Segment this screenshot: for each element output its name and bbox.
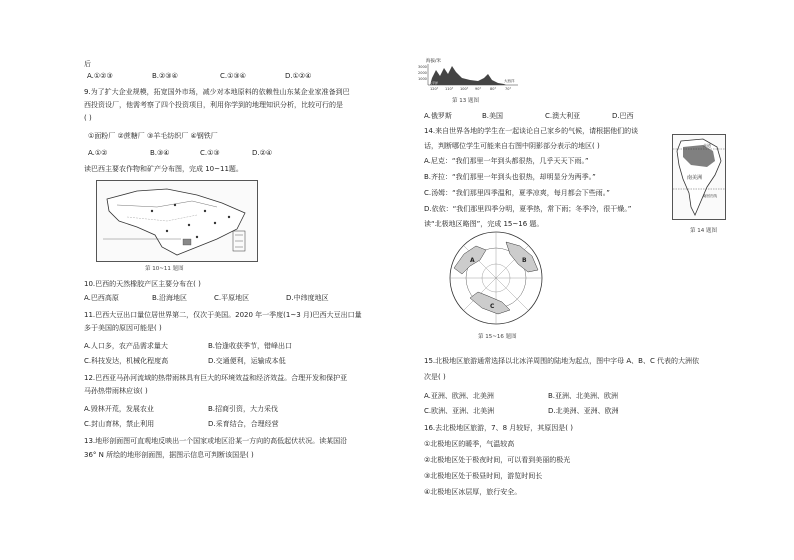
terrain-profile-figure xyxy=(418,56,522,92)
south-america-svg xyxy=(673,135,725,219)
q16-stem: 16.去北极地区旅游，7、8 月较好，其原因是( ) xyxy=(424,424,573,432)
brazil-map-svg xyxy=(97,181,257,261)
q9-option-a: A.①② xyxy=(88,149,108,157)
profile-x-tick: 80° xyxy=(490,87,497,91)
profile-y-label: 海拔/米 xyxy=(426,59,442,64)
q10-stem: 10.巴西的天然橡胶产区主要分布在( ) xyxy=(84,280,201,288)
q10-option-c: C.平原地区 xyxy=(214,294,250,302)
profile-x-tick: 100° xyxy=(460,87,469,91)
q9-option-b: B.③④ xyxy=(150,149,170,157)
q11-option-d: D.交通便利，运输成本低 xyxy=(208,357,286,365)
q12-stem-line2: 马孙热带雨林应该( ) xyxy=(84,387,148,395)
q14-stem-line1: 14.来自世界各地的学生在一起谈论自己家乡的气候，请根据他们的谈 xyxy=(424,127,639,135)
q13-option-d: D.巴西 xyxy=(612,112,634,120)
tropic-label: 南回归线 xyxy=(703,194,717,198)
read-instruction-15-16: 读“北极地区略图”，完成 15~16 题。 xyxy=(424,220,544,228)
q16-item-4: ④北极地区冰层厚，旅行安全。 xyxy=(424,488,522,496)
south-america-figure xyxy=(672,134,726,220)
q11-stem-line1: 11.巴西大豆出口量位居世界第二，仅次于美国。2020 年一季度(1~3 月)巴西大豆出口量 xyxy=(84,311,362,319)
terrain-profile-shape xyxy=(430,66,506,85)
profile-x-tick: 90° xyxy=(475,87,482,91)
equator-label: 赤道 xyxy=(703,143,711,148)
figure-caption-10-11: 第 10~11 题图 xyxy=(145,266,184,272)
q11-stem-line2: 多于美国的原因可能是( ) xyxy=(84,324,162,332)
q16-item-1: ①北极地区的暖季，气温较高 xyxy=(424,440,515,448)
q13-option-a: A.俄罗斯 xyxy=(424,112,452,120)
profile-y-tick: 1000 xyxy=(418,77,427,81)
profile-x-tick: 70° xyxy=(505,87,512,91)
profile-x-tick: 120° xyxy=(430,87,439,91)
q14-stem-line2: 话，判断哪位学生可能来自右图中阴影部分表示的地区( ) xyxy=(424,142,600,150)
q12-option-c: C.封山育林，禁止利用 xyxy=(84,420,155,428)
profile-left-ocean: 太平洋 xyxy=(429,81,439,85)
q8-option-c: C.①③④ xyxy=(220,72,246,80)
q15-option-d: D.北美洲、亚洲、欧洲 xyxy=(548,407,619,415)
q13-stem-line2: 36° N 所绘的地形剖面图，据图示信息可判断该国是( ) xyxy=(84,451,254,459)
q9-items: ①面粉厂 ②蔗糖厂 ③羊毛纺织厂 ④钢铁厂 xyxy=(88,132,218,140)
arctic-map-svg xyxy=(440,228,552,328)
q15-option-a: A.亚洲、欧洲、北美洲 xyxy=(424,392,494,400)
brazil-map-figure xyxy=(96,180,258,262)
q12-option-d: D.采育结合，合理经营 xyxy=(208,420,279,428)
continent-letter-a: A xyxy=(470,257,475,264)
figure-caption-15-16: 第 15~16 题图 xyxy=(478,334,517,340)
q15-stem-line2: 次是( ) xyxy=(424,373,446,381)
brazil-outline xyxy=(107,189,245,255)
q9-stem-line1: 9.为了扩大企业规模，拓宽国外市场，减少对本地原料的依赖性山东某企业家准备到巴 xyxy=(84,88,350,96)
q10-option-b: B.沿海地区 xyxy=(152,294,188,302)
figure-caption-14: 第 14 题图 xyxy=(690,228,717,234)
q9-option-c: C.①③ xyxy=(200,149,220,157)
profile-right-ocean: 大西洋 xyxy=(504,79,515,83)
profile-x-tick: 110° xyxy=(445,87,454,91)
q11-option-b: B.恰逢收获季节，错峰出口 xyxy=(208,342,293,350)
q8-option-d: D.①②④ xyxy=(285,72,312,80)
q9-answer-blank: ( ) xyxy=(84,114,92,122)
q11-option-a: A.人口多，农产品需求量大 xyxy=(84,342,168,350)
continent-letter-c: C xyxy=(490,303,495,310)
read-instruction-10-11: 读巴西主要农作物和矿产分布图，完成 10~11题。 xyxy=(84,165,243,173)
q12-stem-line1: 12.巴西亚马孙河流域的热带雨林具有巨大的环境效益和经济效益。合理开发和保护亚 xyxy=(84,374,348,382)
q13-option-c: C.澳大利亚 xyxy=(545,112,581,120)
q12-option-a: A.毁林开荒，发展农业 xyxy=(84,405,154,413)
q13-option-b: B.美国 xyxy=(482,112,504,120)
continuation-text: 后 xyxy=(84,60,91,68)
q14-option-c: C.汤姆：“我们那里四季温和，夏季凉爽，每月都会下些雨。” xyxy=(424,189,610,197)
q12-option-b: B.招商引资，大力采伐 xyxy=(208,405,279,413)
q13-stem-line1: 13.地形剖面图可直观地反映出一个国家或地区沿某一方向的高低起伏状况。读某国沿 xyxy=(84,437,348,445)
profile-y-tick: 2000 xyxy=(418,71,427,75)
arctic-map-figure xyxy=(440,228,552,328)
q16-item-3: ③北极地区处于极昼时间，游览时间长 xyxy=(424,472,543,480)
q8-option-b: B.②③④ xyxy=(152,72,178,80)
q15-option-c: C.欧洲、亚洲、北美洲 xyxy=(424,407,495,415)
continent-letter-b: B xyxy=(522,257,527,264)
q10-option-a: A.巴西高原 xyxy=(84,294,119,302)
q14-option-b: B.齐拉：“我们那里一年到头也很热，却明显分为两季。” xyxy=(424,173,596,181)
q10-option-d: D.中纬度地区 xyxy=(286,294,329,302)
q9-stem-line2: 西投资设厂，他需考察了四个投资项目，利用你学到的地理知识分析，比较可行的是 xyxy=(84,101,343,109)
figure-caption-13: 第 13 题图 xyxy=(452,98,479,104)
q14-option-a: A.尼克：“我们那里一年到头都很热，几乎天天下雨。” xyxy=(424,157,589,165)
q9-option-d: D.②④ xyxy=(252,149,273,157)
q14-option-d: D.依依：“我们那里四季分明，夏季热，常下雨；冬季冷，很干燥。” xyxy=(424,205,632,213)
q15-stem-line1: 15.北极地区旅游通常选择以北冰洋周围的陆地为起点，图中字母 A、B、C 代表的大洲依 xyxy=(424,357,700,365)
continent-label: 南美洲 xyxy=(687,175,703,181)
q11-option-c: C.科技发达，机械化程度高 xyxy=(84,357,169,365)
q15-option-b: B.亚洲、北美洲、欧洲 xyxy=(548,392,619,400)
terrain-profile-svg xyxy=(418,56,522,92)
q16-item-2: ②北极地区处于极夜时间，可以看到美丽的极光 xyxy=(424,456,571,464)
q8-option-a: A.①②③ xyxy=(87,72,113,80)
profile-y-tick: 3000 xyxy=(418,65,427,69)
